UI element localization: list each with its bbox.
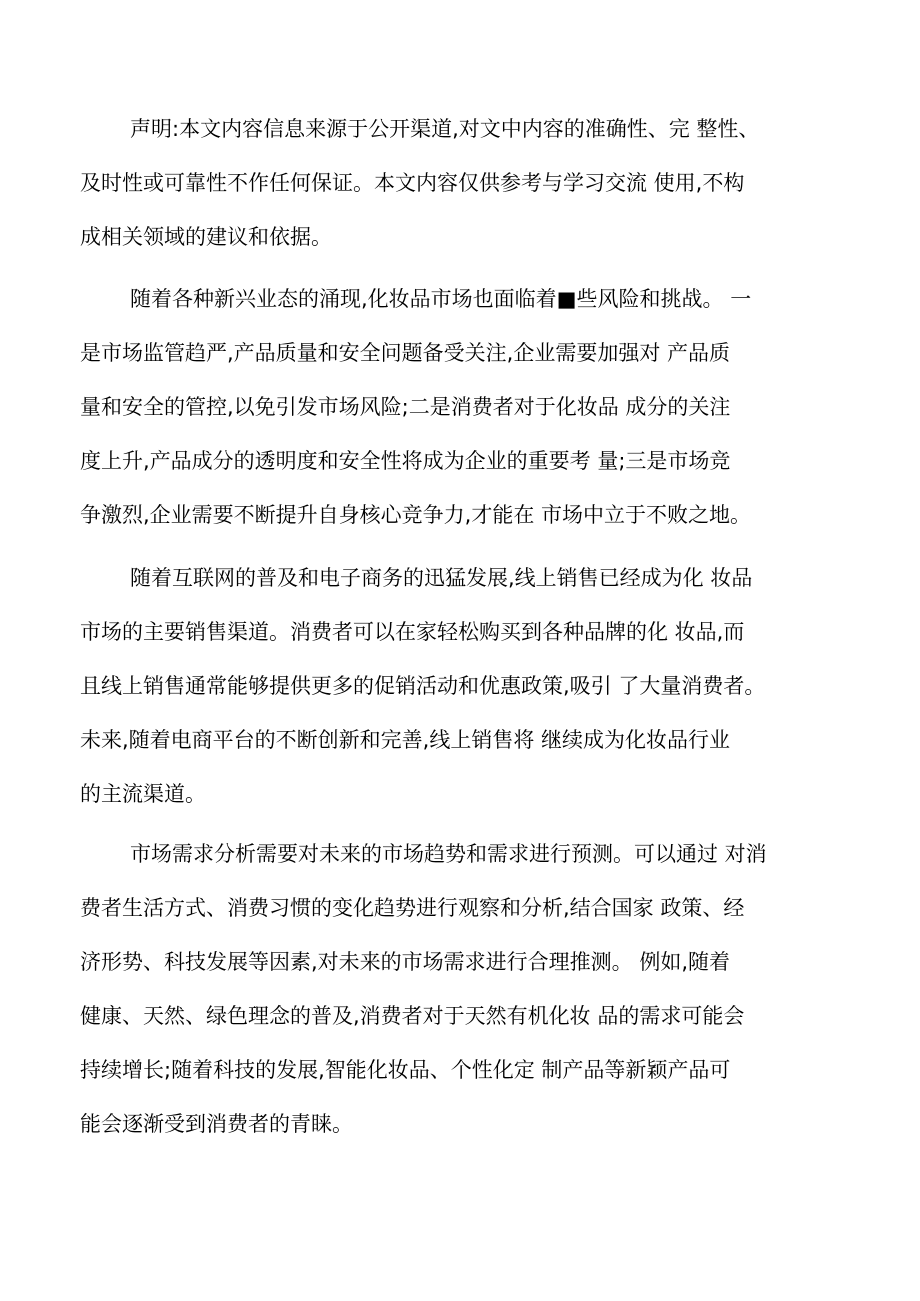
paragraph-line: 随着互联网的普及和电子商务的迅猛发展,线上销售已经成为化 妆品 [130,566,753,590]
paragraph-line: 随着各种新兴业态的涌现,化妆品市场也面临着■些风险和挑战。 一 [130,287,752,311]
paragraph-line: 成相关领域的建议和依据。 [80,225,332,249]
paragraph-line: 市场的主要销售渠道。消费者可以在家轻松购买到各种品牌的化 妆品,而 [80,620,745,644]
paragraph-line: 且线上销售通常能够提供更多的促销活动和优惠政策,吸引 了大量消费者。 [80,674,766,698]
risks-paragraph [80,272,850,542]
paragraph-line: 能会逐渐受到消费者的青睐。 [80,1112,353,1136]
paragraph-line: 市场需求分析需要对未来的市场趋势和需求进行预测。可以通过 对消 [130,842,767,866]
paragraph-line: 及时性或可靠性不作任何保证。本文内容仅供参考与学习交流 使用,不构 [80,171,745,195]
disclaimer-paragraph [80,102,850,264]
paragraph-line: 量和安全的管控,以免引发市场风险;二是消费者对于化妆品 成分的关注 [80,395,731,419]
paragraph-line: 费者生活方式、消费习惯的变化趋势进行观察和分析,结合国家 政策、经 [80,896,745,920]
paragraph-line: 健康、天然、绿色理念的普及,消费者对于天然有机化妆 品的需求可能会 [80,1004,745,1028]
paragraph-line: 的主流渠道。 [80,782,206,806]
paragraph-line: 济形势、科技发展等因素,对未来的市场需求进行合理推测。 例如,随着 [80,950,731,974]
paragraph-line: 度上升,产品成分的透明度和安全性将成为企业的重要考 量;三是市场竞 [80,449,731,473]
paragraph-line: 争激烈,企业需要不断提升自身核心竞争力,才能在 市场中立于不败之地。 [80,503,752,527]
paragraph-line: 持续增长;随着科技的发展,智能化妆品、个性化定 制产品等新颖产品可 [80,1058,731,1082]
paragraph-line: 声明:本文内容信息来源于公开渠道,对文中内容的准确性、完 整性、 [130,117,760,141]
paragraph-line: 未来,随着电商平台的不断创新和完善,线上销售将 继续成为化妆品行业 [80,728,731,752]
online-sales-paragraph [80,551,850,821]
paragraph-line: 是市场监管趋严,产品质量和安全问题备受关注,企业需要加强对 产品质 [80,341,731,365]
demand-analysis-paragraph [80,827,850,1151]
